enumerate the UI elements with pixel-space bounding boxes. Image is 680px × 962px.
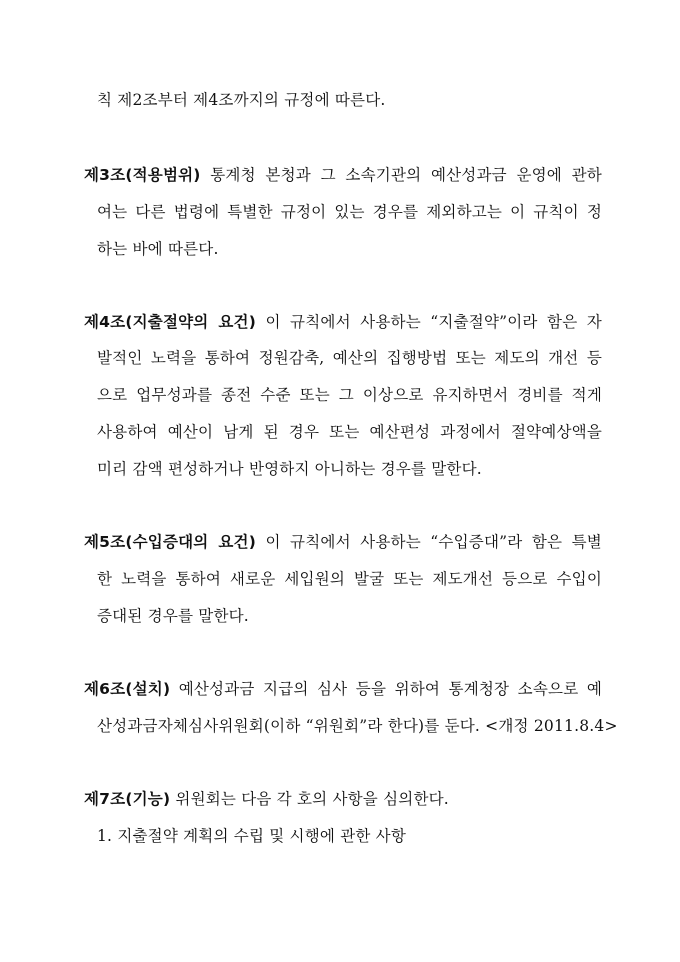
article-6-title: 제6조(설치) — [84, 680, 171, 698]
paragraph-text: 이 규칙에서 사용하는 “수입증대”라 함은 특별 — [265, 533, 602, 551]
paragraph-text: 칙 제2조부터 제4조까지의 규정에 따른다. — [97, 91, 386, 109]
paragraph-text: 여는 다른 법령에 특별한 규정이 있는 경우를 제외하고는 이 규칙이 정 — [97, 203, 602, 221]
article-4-line-2 — [97, 348, 602, 368]
article-4-line-3 — [97, 385, 602, 405]
article-6-line-1 — [84, 679, 602, 699]
article-4-line-1 — [84, 312, 602, 332]
article-7-title: 제7조(기능) — [84, 790, 171, 808]
paragraph-text: 사용하여 예산이 남게 된 경우 또는 예산편성 과정에서 절약예상액을 — [97, 423, 602, 441]
article-5-line-3 — [97, 606, 249, 626]
paragraph-text: 미리 감액 편성하거나 반영하지 아니하는 경우를 말한다. — [97, 460, 482, 478]
paragraph-text: 증대된 경우를 말한다. — [97, 607, 249, 625]
paragraph-text: 산성과금자체심사위원회(이하 “위원회”라 한다)를 둔다. <개정 2011.8.4> — [97, 717, 618, 735]
paragraph-text: 통계청 본청과 그 소속기관의 예산성과금 운영에 관하 — [210, 166, 602, 184]
article-7-line-1 — [84, 789, 449, 809]
article-4-line-5 — [97, 459, 482, 479]
article-6-line-2 — [97, 716, 618, 736]
paragraph-text: 으로 업무성과를 종전 수준 또는 그 이상으로 유지하면서 경비를 적게 — [97, 386, 602, 404]
article-3-line-2 — [97, 202, 602, 222]
article-7-item-1 — [97, 826, 406, 846]
article-4-title: 제4조(지출절약의 요건) — [84, 313, 257, 331]
paragraph-text: 이 규칙에서 사용하는 “지출절약”이라 함은 자 — [265, 313, 602, 331]
paragraph-text: 한 노력을 통하여 새로운 세입원의 발굴 또는 제도개선 등으로 수입이 — [97, 570, 602, 588]
article-3-line-1 — [84, 165, 602, 185]
paragraph-text: 위원회는 다음 각 호의 사항을 심의한다. — [175, 790, 449, 808]
paragraph-text: 발적인 노력을 통하여 정원감축, 예산의 집행방법 또는 제도의 개선 등 — [97, 349, 602, 367]
paragraph-text: 예산성과금 지급의 심사 등을 위하여 통계청장 소속으로 예 — [178, 680, 602, 698]
article-3-title: 제3조(적용범위) — [84, 166, 201, 184]
paragraph-text: 하는 바에 따른다. — [97, 240, 219, 258]
article-3-line-3 — [97, 239, 219, 259]
article-4-line-4 — [97, 422, 602, 442]
article-5-title: 제5조(수입증대의 요건) — [84, 533, 257, 551]
article-5-line-1 — [84, 532, 602, 552]
continuation-line — [97, 90, 386, 110]
list-item-text: 1. 지출절약 계획의 수립 및 시행에 관한 사항 — [97, 827, 407, 845]
article-5-line-2 — [97, 569, 602, 589]
